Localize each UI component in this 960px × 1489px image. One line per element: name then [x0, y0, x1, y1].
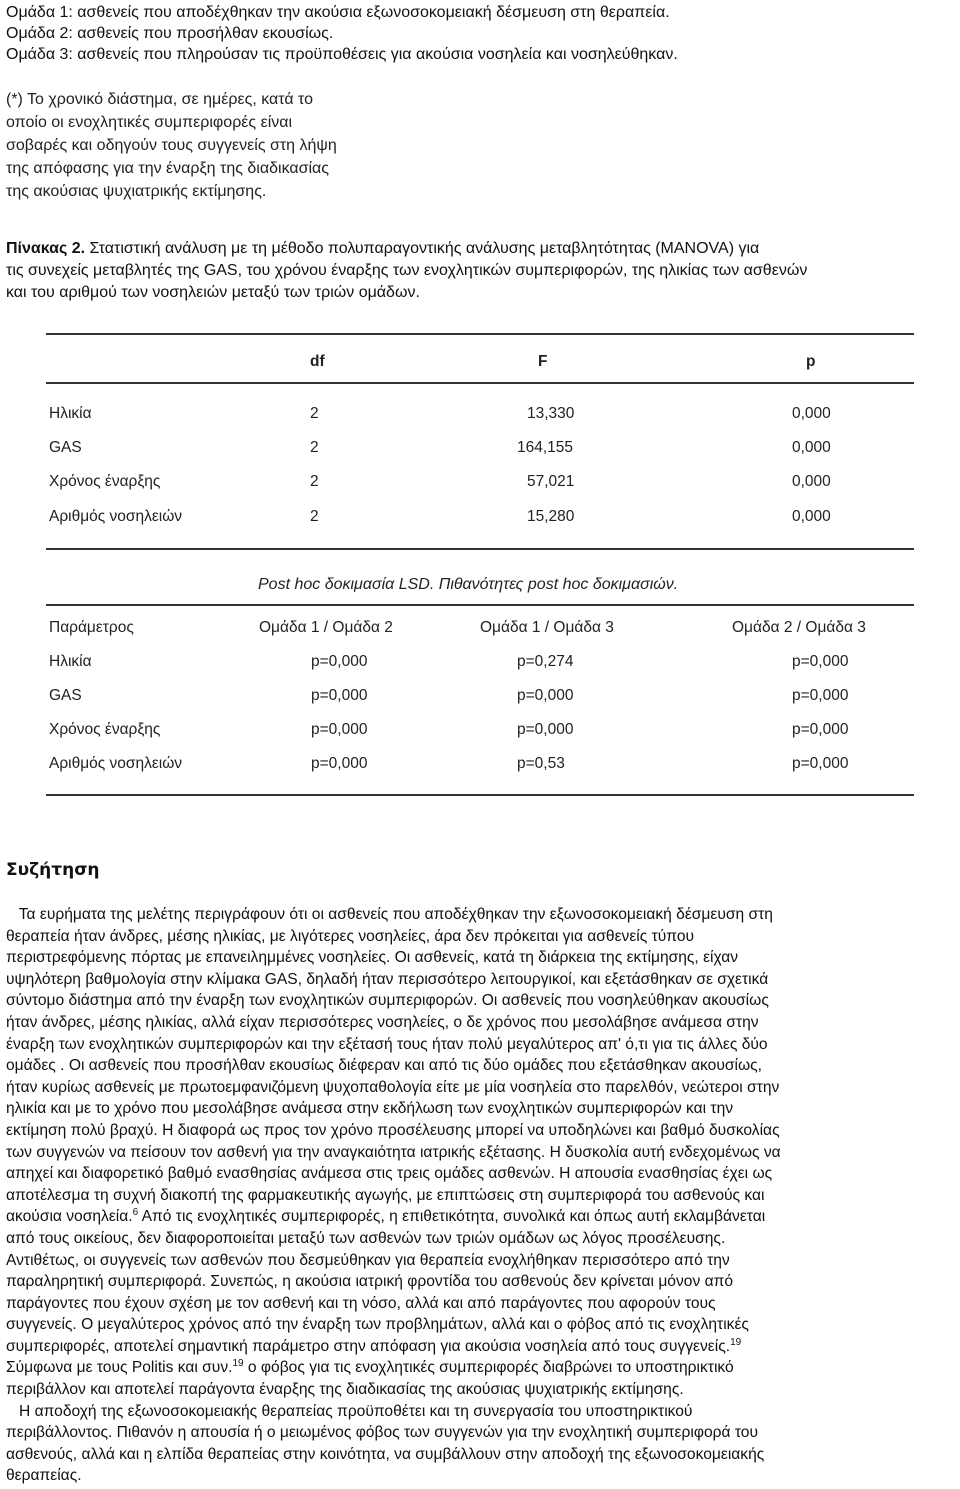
body-line — [6, 1357, 956, 1379]
reference-number: 6 — [132, 1207, 139, 1219]
section-heading: Συζήτηση — [6, 860, 100, 880]
caption-text: Στατιστική ανάλυση με τη μέθοδο πολυπαραγοντικής ανάλυσης μεταβλητότητας (MANOVA) για — [85, 240, 760, 257]
cell-p: p=0,53 — [517, 755, 565, 772]
cell-p: p=0,000 — [311, 687, 368, 704]
row-label: GAS — [49, 439, 82, 456]
discussion-body — [6, 904, 956, 1487]
body-text: συμπεριφορές, αποτελεί σημαντική παράμετρο στην απόφαση για ακούσια νοσηλεία από τους συγγενείς. — [6, 1337, 731, 1355]
caption-label: Πίνακας 2. — [6, 240, 86, 257]
col-header-group-1-3: Ομάδα 1 / Ομάδα 3 — [480, 619, 614, 636]
cell-p: p=0,274 — [517, 653, 574, 670]
footnote-line: (*) Το χρονικό διάστημα, σε ημέρες, κατά το — [6, 91, 314, 108]
reference-number: 19 — [730, 1336, 742, 1348]
cell-p: p=0,000 — [792, 755, 849, 772]
body-text: ο φόβος για τις ενοχλητικές συμπεριφορές διαβρώνει το υποστηρικτικό — [243, 1359, 734, 1377]
row-label: Ηλικία — [49, 653, 92, 670]
caption-line-3: και του αριθμού των νοσηλειών μεταξύ των τριών ομάδων. — [6, 284, 420, 301]
cell-p: p=0,000 — [517, 687, 574, 704]
body-line — [6, 1206, 956, 1228]
reference-number: 19 — [232, 1358, 244, 1370]
cell-f: 164,155 — [517, 439, 574, 456]
body-text: Από τις ενοχλητικές συμπεριφορές, η επιθετικότητα, συνολικά και όπως αυτή εκλαμβάνεται — [138, 1208, 766, 1226]
body-line: παραληρητική συμπεριφορά. Συνεπώς, η ακούσια ιατρική φροντίδα του ασθενούς δεν κρίνεται μόνον από — [6, 1273, 734, 1291]
col-header-group-2-3: Ομάδα 2 / Ομάδα 3 — [732, 619, 866, 636]
body-text: ακούσια νοσηλεία. — [6, 1208, 133, 1226]
cell-p: p=0,000 — [311, 653, 368, 670]
body-line: υψηλότερη βαθμολογία στην κλίμακα GAS, δηλαδή ήταν περισσότερο λειτουργικοί, και εξετάσθηκαν σε σχετικά — [6, 970, 769, 988]
row-label: Ηλικία — [49, 405, 92, 422]
body-line: Τα ευρήματα της μελέτης περιγράφουν ότι οι ασθενείς που αποδέχθηκαν την εξωνοσοκομειακή δέσμευση στη — [6, 906, 773, 923]
col-header-p: p — [806, 353, 816, 370]
cell-p: p=0,000 — [792, 721, 849, 738]
table-caption — [6, 238, 956, 304]
cell-p: p=0,000 — [792, 653, 849, 670]
cell-f: 57,021 — [527, 473, 575, 490]
table-rule-top — [46, 604, 914, 606]
table-rule-bottom — [46, 794, 914, 796]
footnote-line: της απόφασης για την έναρξη της διαδικασίας — [6, 160, 330, 177]
row-label: GAS — [49, 687, 82, 704]
body-line: περιστρεφόμενης πόρτας με επανειλημμένες νοσηλείες. Οι ασθενείς, κατά τη διάρκεια της εκτίμησης, είχαν — [6, 949, 739, 967]
row-label: Χρόνος έναρξης — [49, 473, 161, 490]
body-line: Αντιθέτως, οι συγγενείς των ασθενών που δεσμεύθηκαν για θεραπεία ενοχλήθηκαν περισσότερο από την — [6, 1251, 730, 1269]
body-line: έναρξη των ενοχλητικών συμπεριφορών και την εξέτασή τους ήταν πολύ μεγαλύτερος απ' ό,τι για τις άλλες δύο — [6, 1035, 768, 1053]
group-1-definition: Ομάδα 1: ασθενείς που αποδέχθηκαν την ακούσια εξωνοσοκομειακή δέσμευση στη θεραπεία. — [6, 4, 670, 21]
body-line: Η αποδοχή της εξωνοσοκομειακής θεραπείας προϋποθέτει και τη συνεργασία του υποστηρικτικού — [6, 1402, 693, 1420]
body-line: περιβάλλοντος. Πιθανόν η απουσία ή ο μειωμένος φόβος των συγγενών για την ενοχλητική συμπεριφορά του — [6, 1424, 758, 1442]
body-line: από τους οικείους, δεν διαφοροποιείται μεταξύ των ασθενών των τριών ομάδων ως λόγος προσέλευσης. — [6, 1229, 726, 1247]
body-line: αποτέλεσμα τη συχνή διακοπή της φαρμακευτικής αγωγής, με επιπτώσεις στη συμπεριφορά του ασθενούς και — [6, 1186, 765, 1204]
cell-f: 15,280 — [527, 508, 575, 525]
body-line: θεραπείας. — [6, 1467, 82, 1485]
body-line: θεραπεία ήταν άνδρες, μέσης ηλικίας, με λιγότερες νοσηλείες, άρα δεν πρόκειται για ασθενείς τύπου — [6, 927, 695, 945]
caption-line-2: τις συνεχείς μεταβλητές της GAS, του χρόνου έναρξης των ενοχλητικών συμπεριφορών, της ηλικίας των ασθενών — [6, 262, 808, 279]
cell-df: 2 — [310, 405, 319, 422]
row-label: Αριθμός νοσηλειών — [49, 755, 183, 772]
body-line: απηχεί και διαφορετικό βαθμό ενασθησίας ανάμεσα στις τρεις ομάδες ασθενών. Η απουσία ενασθησίας έχει ως — [6, 1165, 773, 1183]
body-line: ήταν άνδρες, μέσης ηλικίας, αλλά είχαν περισσότερες νοσηλείες, ο δε χρόνος που μεσολάβησε ανάμεσα στην — [6, 1013, 759, 1031]
footnote — [6, 88, 337, 203]
col-header-group-1-2: Ομάδα 1 / Ομάδα 2 — [259, 619, 393, 636]
col-header-df: df — [310, 353, 325, 370]
body-line: ασθενούς, αλλά και η ελπίδα θεραπείας στην κοινότητα, να συμβάλλουν στην αποδοχή της εξωνοσοκομειακής — [6, 1445, 765, 1463]
table-rule-header — [46, 382, 914, 384]
group-3-definition: Ομάδα 3: ασθενείς που πληρούσαν τις προϋποθέσεις για ακούσια νοσηλεία και νοσηλεύθηκαν. — [6, 46, 678, 63]
footnote-line: της ακούσιας ψυχιατρικής εκτίμησης. — [6, 183, 267, 200]
body-line: συγγενείς. Ο μεγαλύτερος χρόνος από την έναρξη των προβλημάτων, αλλά και ο φόβος από τις ενοχλητικές — [6, 1316, 749, 1334]
body-line: ομάδες . Οι ασθενείς που προσήλθαν εκουσίως διέφεραν και από τις δύο ομάδες που εξετάσθηκαν ακουσίως, — [6, 1057, 762, 1075]
table-rule-bottom — [46, 548, 914, 550]
body-line: ήταν κυρίως ασθενείς με πρωτοεμφανιζόμενη ψυχοπαθολογία είτε με μία νοσηλεία στο παρελθόν, νεώτεροι στην — [6, 1078, 780, 1096]
body-line — [6, 1336, 956, 1358]
cell-p: p=0,000 — [311, 721, 368, 738]
col-header-parameter: Παράμετρος — [49, 619, 134, 636]
cell-p: 0,000 — [792, 508, 831, 525]
cell-p: p=0,000 — [792, 687, 849, 704]
col-header-f: F — [538, 353, 548, 370]
cell-df: 2 — [310, 508, 319, 525]
group-2-definition: Ομάδα 2: ασθενείς που προσήλθαν εκουσίως. — [6, 25, 334, 42]
footnote-line: οποίο οι ενοχλητικές συμπεριφορές είναι — [6, 114, 293, 131]
body-line: ηλικία και με το χρόνο που μεσολάβησε ανάμεσα στην εκδήλωση των ενοχλητικών συμπεριφορών και την — [6, 1100, 734, 1118]
body-line: των συγγενών να πείσουν τον ασθενή για την αναγκαιότητα ιατρικής εξέτασης. Η δυσκολία αυτή ενδεχομένως να — [6, 1143, 781, 1161]
cell-f: 13,330 — [527, 405, 575, 422]
row-label: Αριθμός νοσηλειών — [49, 508, 183, 525]
table-rule-top — [46, 333, 914, 335]
cell-df: 2 — [310, 439, 319, 456]
cell-p: 0,000 — [792, 473, 831, 490]
body-text: Σύμφωνα με τους Politis και συν. — [6, 1359, 233, 1377]
body-line: σύντομο διάστημα από την έναρξη των ενοχλητικών συμπεριφορών. Οι ασθενείς που νοσηλεύθηκαν ακουσίως — [6, 992, 769, 1010]
body-line: περιβάλλον και αποτελεί παράγοντα έναρξης της διαδικασίας της ακούσιας ψυχιατρικής εκτίμησης. — [6, 1381, 684, 1399]
posthoc-title: Post hoc δοκιμασία LSD. Πιθανότητες post hoc δοκιμασιών. — [258, 576, 679, 593]
body-line: εκτίμηση πολύ βραχύ. Η διαφορά ως προς τον χρόνο προσέλευσης μπορεί να υποδηλώνει και βαθμό δυσκολίας — [6, 1121, 780, 1139]
cell-p: 0,000 — [792, 405, 831, 422]
body-line: παράγοντες που έχουν σχέση με τον ασθενή και τη νόσο, αλλά και από παράγοντες που αφορούν τους — [6, 1294, 716, 1312]
cell-p: 0,000 — [792, 439, 831, 456]
row-label: Χρόνος έναρξης — [49, 721, 161, 738]
caption-line-1 — [6, 238, 956, 260]
cell-df: 2 — [310, 473, 319, 490]
cell-p: p=0,000 — [311, 755, 368, 772]
cell-p: p=0,000 — [517, 721, 574, 738]
footnote-line: σοβαρές και οδηγούν τους συγγενείς στη λήψη — [6, 137, 337, 154]
